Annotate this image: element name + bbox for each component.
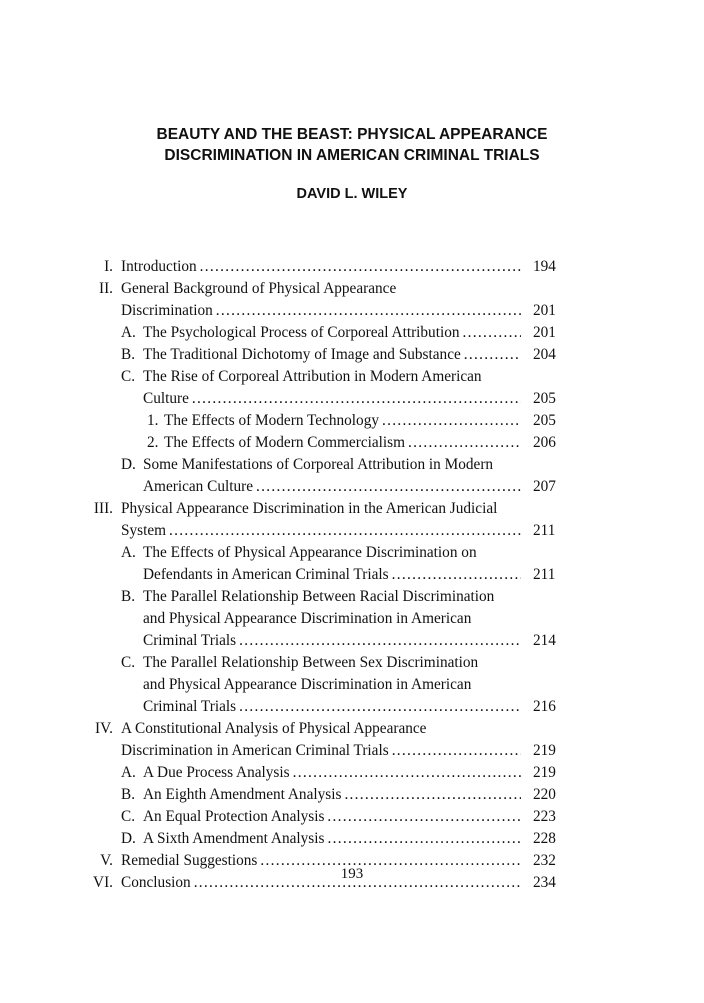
toc-entry-text: General Background of Physical Appearance [121, 280, 397, 297]
toc-entry-text: and Physical Appearance Discrimination in American [143, 676, 472, 693]
toc-entry-text: The Parallel Relationship Between Racial Discrimination [143, 588, 495, 605]
toc-entry-text: Remedial Suggestions ..... [121, 850, 521, 872]
toc-entry [0, 828, 704, 850]
toc-entry [0, 432, 704, 454]
toc-entry-text: Culture ..... [143, 388, 521, 410]
toc-entry-continuation [0, 630, 704, 652]
toc-entry-continuation [0, 674, 704, 696]
toc-entry [0, 652, 704, 674]
toc-page-number: 211 [533, 566, 556, 583]
toc-entry-continuation [0, 300, 704, 322]
toc-page-number: 223 [533, 808, 556, 825]
toc-entry-text: A Sixth Amendment Analysis ..... [143, 828, 521, 850]
toc-entry-continuation [0, 564, 704, 586]
toc-entry-text: Criminal Trials ..... [143, 630, 521, 652]
toc-entry-text: An Equal Protection Analysis ..... [143, 806, 521, 828]
toc-page-number: 220 [533, 786, 556, 803]
toc-subsection-label: D. [121, 456, 136, 473]
toc-entry-continuation [0, 740, 704, 762]
toc-section-number: V. [100, 852, 113, 869]
toc-entry-text: Introduction ..... [121, 256, 521, 278]
toc-entry [0, 256, 704, 278]
toc-entry [0, 542, 704, 564]
toc-page-number: 234 [533, 874, 556, 891]
toc-entry [0, 718, 704, 740]
toc-entry-text: System ..... [121, 520, 521, 542]
toc-entry-text: The Effects of Physical Appearance Discrimination on [143, 544, 477, 561]
toc-page-number: 219 [533, 764, 556, 781]
toc-section-number: VI. [93, 874, 113, 891]
toc-entry-continuation [0, 476, 704, 498]
toc-section-number: I. [104, 258, 113, 275]
toc-entry [0, 762, 704, 784]
toc-entry-text: Defendants in American Criminal Trials ..... [143, 564, 521, 586]
toc-subsection-label: C. [121, 368, 136, 385]
toc-subsection-label: B. [121, 346, 136, 363]
toc-entry-text: An Eighth Amendment Analysis ..... [143, 784, 521, 806]
article-title-line-1: BEAUTY AND THE BEAST: PHYSICAL APPEARANCE [156, 126, 548, 143]
toc-page-number: 201 [533, 324, 556, 341]
toc-entry-continuation [0, 696, 704, 718]
toc-entry [0, 278, 704, 300]
toc-section-number: IV. [95, 720, 113, 737]
toc-entry-continuation [0, 520, 704, 542]
toc-entry [0, 498, 704, 520]
toc-entry-text: Conclusion ..... [121, 872, 521, 894]
toc-subsection-label: A. [121, 324, 136, 341]
toc-entry [0, 344, 704, 366]
toc-entry-text: The Effects of Modern Technology ..... [164, 410, 521, 432]
toc-subsection-label: A. [121, 764, 136, 781]
toc-entry-text: The Traditional Dichotomy of Image and Substance ..... [143, 344, 521, 366]
toc-page-number: 204 [533, 346, 556, 363]
toc-entry [0, 366, 704, 388]
article-title-line-2: DISCRIMINATION IN AMERICAN CRIMINAL TRIALS [164, 147, 540, 164]
author-name: DAVID L. WILEY [296, 186, 408, 202]
toc-entry [0, 322, 704, 344]
toc-entry-text: Criminal Trials ..... [143, 696, 521, 718]
toc-entry [0, 784, 704, 806]
toc-page-number: 211 [533, 522, 556, 539]
toc-entry [0, 410, 704, 432]
toc-page-number: 205 [533, 412, 556, 429]
toc-page-number: 216 [533, 698, 556, 715]
toc-entry-text: Some Manifestations of Corporeal Attribution in Modern [143, 456, 494, 473]
toc-section-number: II. [98, 280, 113, 297]
toc-entry-text: The Effects of Modern Commercialism ..... [164, 432, 521, 454]
toc-subsection-label: B. [121, 786, 136, 803]
toc-entry-text: A Due Process Analysis ..... [143, 762, 521, 784]
toc-entry-text: A Constitutional Analysis of Physical Appearance [121, 720, 427, 737]
toc-subsection-label: A. [121, 544, 136, 561]
toc-entry-text: Discrimination in American Criminal Trials ..... [121, 740, 521, 762]
toc-entry-text: and Physical Appearance Discrimination in American [143, 610, 472, 627]
toc-page-number: 214 [533, 632, 556, 649]
toc-page-number: 201 [533, 302, 556, 319]
toc-subsection-label: B. [121, 588, 136, 605]
toc-entry [0, 806, 704, 828]
toc-entry-text: Physical Appearance Discrimination in the American Judicial [121, 500, 498, 517]
toc-entry-text: The Psychological Process of Corporeal Attribution ..... [143, 322, 521, 344]
toc-entry-text: The Parallel Relationship Between Sex Discrimination [143, 654, 479, 671]
toc-page-number: 194 [533, 258, 556, 275]
toc-page-number: 205 [533, 390, 556, 407]
toc-page-number: 228 [533, 830, 556, 847]
toc-subsection-label: C. [121, 654, 136, 671]
toc-subsection-label: 2. [147, 434, 159, 451]
toc-subsection-label: C. [121, 808, 136, 825]
toc-subsection-label: D. [121, 830, 136, 847]
toc-entry-continuation [0, 608, 704, 630]
toc-page-number: 232 [533, 852, 556, 869]
toc-subsection-label: 1. [147, 412, 159, 429]
toc-page-number: 207 [533, 478, 556, 495]
toc-entry [0, 586, 704, 608]
toc-entry-text: Discrimination ..... [121, 300, 521, 322]
toc-entry-text: The Rise of Corporeal Attribution in Modern American [143, 368, 482, 385]
toc-entry-text: American Culture ..... [143, 476, 521, 498]
toc-section-number: III. [93, 500, 113, 517]
toc-page-number: 206 [533, 434, 556, 451]
page-number: 193 [340, 866, 364, 882]
toc-page-number: 219 [533, 742, 556, 759]
toc-entry-continuation [0, 388, 704, 410]
toc-entry [0, 454, 704, 476]
